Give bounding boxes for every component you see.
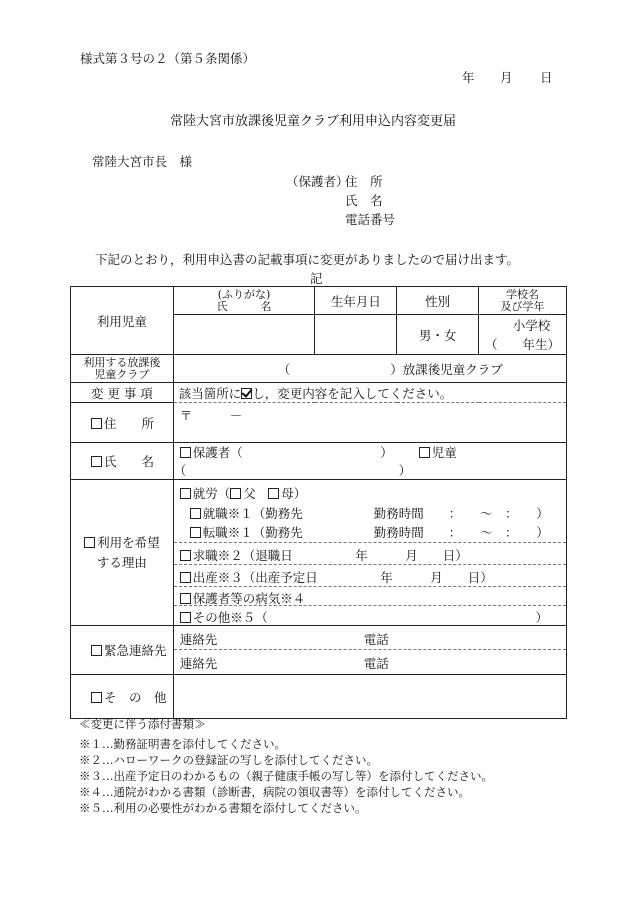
note-item: ※１…勤務証明書を添付してください。 bbox=[79, 737, 286, 751]
emergency-label: 緊急連絡先 bbox=[104, 643, 167, 658]
other-reason-option[interactable]: その他※５（ bbox=[180, 608, 268, 626]
address-field[interactable] bbox=[173, 403, 566, 443]
checkbox-icon[interactable] bbox=[91, 645, 102, 656]
birthdate-field[interactable] bbox=[315, 315, 397, 355]
employed-hours: 勤務時間 ： ～ ： ） bbox=[373, 506, 549, 521]
grade-value: （ 年生） bbox=[485, 336, 561, 352]
instruction-post: し，変更内容を記入してください。 bbox=[252, 385, 453, 401]
club-field[interactable] bbox=[173, 355, 566, 383]
name-item-label: 氏 名 bbox=[104, 454, 155, 469]
note-item: ※２…ハローワークの登録証の写しを添付してください。 bbox=[79, 753, 378, 767]
checkbox-icon[interactable] bbox=[180, 447, 191, 458]
job-seeking-option[interactable]: 求職※２（退職日 年 月 日） bbox=[180, 546, 468, 564]
note-item: ※４…通院がわかる書類（診断書，病院の領収書等）を添付してください。 bbox=[79, 785, 470, 799]
reason-label-text: 利用を希望 bbox=[97, 534, 160, 550]
ki-heading: 記 bbox=[310, 271, 323, 286]
other-label: そ の 他 bbox=[104, 689, 167, 705]
checkbox-icon[interactable] bbox=[91, 418, 102, 429]
name-label: 氏 名 bbox=[216, 299, 272, 313]
checkbox-icon[interactable] bbox=[230, 488, 241, 499]
employed-option[interactable]: 就職※１（勤務先 bbox=[190, 504, 303, 522]
checkbox-icon[interactable] bbox=[180, 612, 191, 623]
school-grade-header bbox=[479, 287, 567, 315]
contact-label-2: 連絡先 bbox=[179, 656, 218, 671]
child-name-option: 児童（ ） bbox=[173, 445, 457, 478]
instruction-pre: 該当箇所に bbox=[178, 385, 242, 401]
addressee: 常陸大宮市長 様 bbox=[92, 154, 193, 169]
note-item: ※３…出産予定日のわかるもの（親子健康手帳の写し等）を添付してください。 bbox=[79, 769, 493, 783]
school-suffix: 小学校 bbox=[512, 317, 551, 333]
name-change-field[interactable] bbox=[173, 443, 566, 480]
checkbox-icon[interactable] bbox=[190, 508, 201, 519]
reason-item[interactable] bbox=[71, 480, 174, 626]
checkbox-icon[interactable] bbox=[190, 527, 201, 538]
club-label-line1: 利用する放課後 bbox=[83, 355, 161, 369]
checkbox-icon[interactable] bbox=[180, 550, 191, 561]
emergency-item[interactable] bbox=[71, 626, 174, 675]
reason-label-line1 bbox=[71, 533, 173, 553]
guardian-name-label: 氏 名 bbox=[345, 193, 383, 208]
other-field[interactable] bbox=[173, 675, 566, 719]
school-grade-field[interactable] bbox=[479, 315, 567, 355]
child-name-header bbox=[173, 287, 315, 315]
checkbox-icon[interactable] bbox=[180, 593, 191, 604]
guardian-label: （保護者） bbox=[286, 174, 349, 189]
date-day-label: 日 bbox=[540, 70, 553, 85]
childbirth-option[interactable]: 出産※３（出産予定日 年 月 日） bbox=[180, 568, 493, 586]
checkbox-icon[interactable] bbox=[180, 488, 191, 499]
change-instruction bbox=[173, 383, 566, 403]
emergency-field[interactable] bbox=[173, 626, 566, 675]
change-item-header: 変 更 事 項 bbox=[71, 383, 174, 403]
phone-label-1: 電話 bbox=[363, 632, 389, 647]
checkbox-icon[interactable] bbox=[180, 572, 191, 583]
reason-label-line2: する理由 bbox=[96, 554, 147, 570]
date-year-label: 年 bbox=[462, 70, 475, 85]
contact-label-1: 連絡先 bbox=[179, 632, 218, 647]
notes-heading: ≪変更に伴う添付書類≫ bbox=[79, 717, 206, 731]
furigana-label: (ふりがな) bbox=[217, 287, 271, 301]
checked-box-icon bbox=[241, 388, 252, 399]
other-item[interactable] bbox=[71, 675, 174, 719]
work-option[interactable]: 就労（ 父 母） bbox=[180, 484, 307, 502]
grade-label: 及び学年 bbox=[500, 299, 545, 313]
club-label bbox=[71, 355, 174, 383]
guardian-phone-label: 電話番号 bbox=[345, 212, 396, 227]
transferred-option[interactable]: 転職※１（勤務先 bbox=[190, 523, 303, 541]
checkbox-icon[interactable] bbox=[419, 447, 430, 458]
checkbox-icon[interactable] bbox=[91, 456, 102, 467]
child-name-field[interactable] bbox=[173, 315, 315, 355]
postal-code: 〒 － bbox=[179, 408, 243, 423]
note-item: ※５…利用の必要性がわかる書類を添付してください。 bbox=[79, 801, 367, 815]
illness-option[interactable]: 保護者等の病気※４ bbox=[180, 589, 306, 607]
club-value: （ ）放課後児童クラブ bbox=[277, 361, 503, 377]
change-form-table bbox=[70, 286, 567, 719]
checkbox-icon[interactable] bbox=[91, 692, 102, 703]
transferred-hours: 勤務時間 ： ～ ： ） bbox=[373, 525, 549, 540]
reason-field[interactable] bbox=[173, 480, 566, 626]
birthdate-header: 生年月日 bbox=[315, 287, 397, 315]
gender-header: 性別 bbox=[397, 287, 479, 315]
checkbox-icon[interactable] bbox=[84, 537, 95, 548]
address-item[interactable] bbox=[71, 403, 174, 443]
child-label: 利用児童 bbox=[71, 287, 174, 355]
phone-label-2: 電話 bbox=[363, 656, 389, 671]
school-label: 学校名 bbox=[506, 287, 540, 301]
date-month-label: 月 bbox=[500, 70, 513, 85]
guardian-name-option: 保護者（ ） bbox=[192, 445, 393, 460]
form-number: 様式第３号の２（第５条関係） bbox=[80, 51, 256, 66]
intro-text: 下記のとおり，利用申込書の記載事項に変更がありましたので届け出ます。 bbox=[95, 252, 520, 267]
gender-field[interactable]: 男・女 bbox=[397, 315, 479, 355]
club-label-line2: 児童クラブ bbox=[94, 367, 150, 381]
checkbox-icon[interactable] bbox=[268, 488, 279, 499]
name-item[interactable] bbox=[71, 443, 174, 480]
page-title: 常陸大宮市放課後児童クラブ利用申込内容変更届 bbox=[170, 114, 457, 129]
guardian-address-label: 住 所 bbox=[345, 174, 383, 189]
address-item-label: 住 所 bbox=[104, 415, 155, 431]
other-reason-end: ） bbox=[535, 610, 548, 625]
